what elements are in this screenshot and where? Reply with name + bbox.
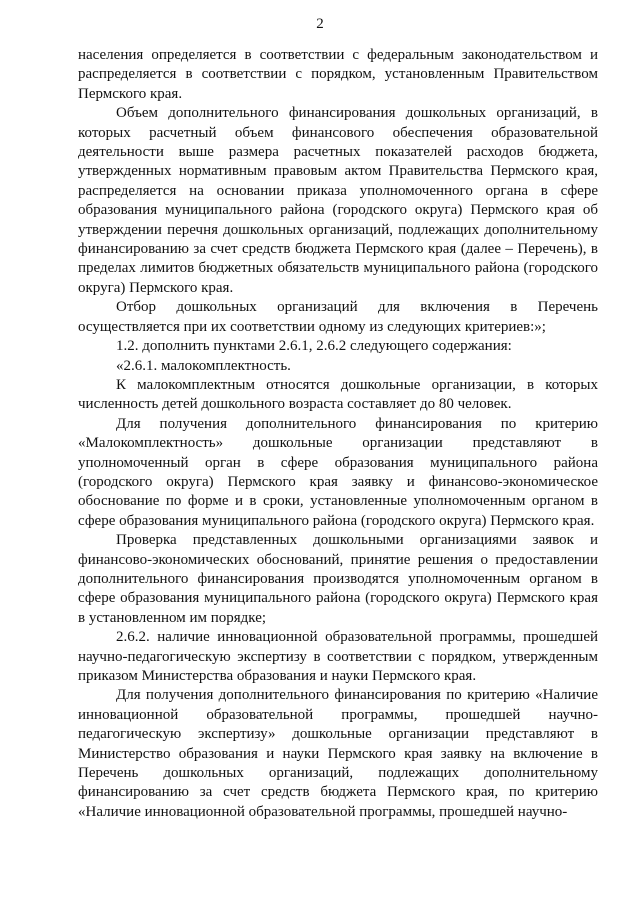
document-body <box>78 46 598 822</box>
paragraph: Отбор дошкольных организаций для включения в Перечень осуществляется при их соответствии одному из следующих критериев:»; <box>78 299 598 335</box>
paragraph: К малокомплектным относятся дошкольные организации, в которых численность детей дошкольного возраста составляет до 80 человек. <box>78 376 598 413</box>
paragraph: Для получения дополнительного финансирования по критерию «Малокомплектность» дошкольные организации представляют в уполномоченный орган в сфере образования муниципального района (городского округа) Пермского края заявку и финансово-экономическое обоснование по форме и в сроки, установленные уполномоченным органом в сфере образования муниципального района (городского округа) Пермского края. <box>78 415 598 529</box>
page-number: 2 <box>316 16 324 32</box>
paragraph: Проверка представленных дошкольными организациями заявок и финансово-экономических обоснований, принятие решения о предоставлении дополнительного финансирования производятся уполномоченным органом в сфере образования муниципального района (городского округа) Пермского края в установленном им порядке; <box>78 532 598 626</box>
paragraph: 1.2. дополнить пунктами 2.6.1, 2.6.2 следующего содержания: <box>116 338 512 355</box>
paragraph: населения определяется в соответствии с федеральным законодательством и распределяется в соответствии с порядком, установленным Правительством Пермского края. <box>78 47 598 102</box>
paragraph: Для получения дополнительного финансирования по критерию «Наличие инновационной образовательной программы, прошедшей научно-педагогическую экспертизу» дошкольные организации представляют в Министерство образования и науки Пермского края заявку на включение в Перечень дошкольных организаций, подлежащих дополнительному финансированию за счет средств бюджета Пермского края, по критерию «Наличие инновационной образовательной программы, прошедшей научно- <box>78 687 598 820</box>
paragraph: «2.6.1. малокомплектность. <box>116 357 291 374</box>
paragraph: Объем дополнительного финансирования дошкольных организаций, в которых расчетный объем финансового обеспечения образовательной деятельности выше размера расчетных показателей расходов бюджета, утвержденных нормативным правовым актом Правительства Пермского края, распределяется на основании приказа уполномоченного органа в сфере образования муниципального района (городского округа) Пермского края об утверждении перечня дошкольных организаций, подлежащих дополнительному финансированию за счет средств бюджета Пермского края (далее – Перечень), в пределах лимитов бюджетных обязательств муниципального района (городского округа) Пермского края. <box>78 105 598 296</box>
paragraph: 2.6.2. наличие инновационной образовательной программы, прошедшей научно-педагогическую экспертизу в соответствии с порядком, утвержденным приказом Министерства образования и науки Пермского края. <box>78 629 598 684</box>
